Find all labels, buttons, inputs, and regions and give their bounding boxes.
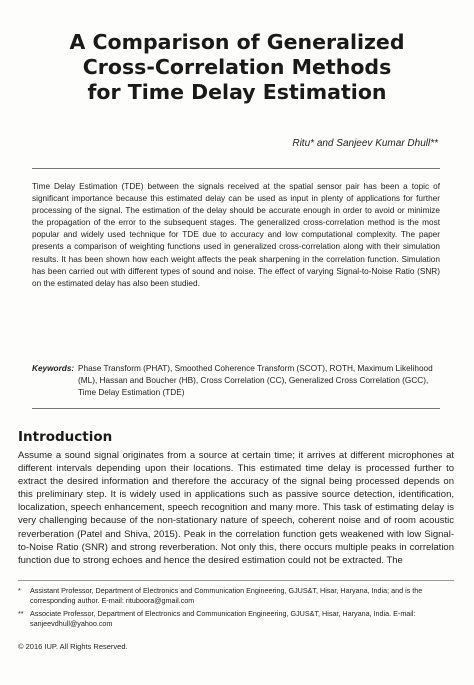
footnote-mark: ** [18, 609, 24, 618]
introduction-paragraph: Assume a sound signal originates from a source at certain time; it arrives at different microphones at different intervals depending upon their locations. This estimated time delay is processed further to extract the desired information and therefore the accuracy of the signal being processed depends on this preliminary step. It is widely used in applications such as passive source detection, identification, localization, speech enhancement, speech recognition and many more. This task of estimating delay is very challenging because of the non-stationary nature of speech, coherent noise and of room acoustic reverberation (Patel and Shiva, 2015). Peak in the correlation function gets weakened with low Signal-to-Noise Ratio (SNR) and strong reverberation. Not only this, there occurs multiple peaks in correlation function due to strong echoes and hence the desired estimation could not be extracted. The [18, 450, 454, 566]
title-line-2: Cross-Correlation Methods [82, 55, 392, 79]
footnote-text: Assistant Professor, Department of Electronics and Communication Engineering, GJUS&T, Hisar, Haryana, India; and is the corresponding author. E-mail: rituboora@gmail.com [30, 586, 423, 606]
paper-title [0, 30, 474, 105]
keywords-list: Phase Transform (PHAT), Smoothed Coherence Transform (SCOT), ROTH, Maximum Likelihood (ML), Hassan and Boucher (HB), Cross Correlation (CC), Generalized Cross Correlation (GCC), Time Delay Estimation (TDE) [78, 364, 433, 397]
abstract-top-rule [32, 168, 440, 169]
abstract-text: Time Delay Estimation (TDE) between the signals received at the spatial sensor pair has been a topic of significant importance because this estimated delay can be used as input in plenty of applications for further processing of the signal. The estimation of the delay should be accurate enough in order to avoid or minimize the propagation of the error to the subsequent stages. The generalized cross-correlation method is the most popular and widely used technique for TDE due to accuracy and low computational complexity. The paper presents a comparison of weighting functions used in generalized cross-correlation along with their simulation results. It has been shown how each weight affects the peak sharpening in the correlation function. Simulation has been carried out with different types of sound and noise. The effect of varying Signal-to-Noise Ratio (SNR) on the estimated delay has also been studied. [32, 182, 440, 288]
abstract-bottom-rule [32, 408, 440, 409]
footnote-mark: * [18, 586, 21, 595]
footnote-text: Associate Professor, Department of Electronics and Communication Engineering, GJUS&T, Hisar, Haryana, India. E-mail: sanjeevdhull@yahoo.com [30, 609, 416, 629]
copyright-notice: © 2016 IUP. All Rights Reserved. [18, 642, 128, 651]
author-line: Ritu* and Sanjeev Kumar Dhull** [292, 138, 438, 149]
keywords-label: Keywords: [32, 364, 75, 373]
title-line-3: for Time Delay Estimation [87, 80, 387, 104]
footnote-rule [18, 580, 454, 581]
section-heading-introduction: Introduction [18, 429, 113, 445]
title-line-1: A Comparison of Generalized [69, 30, 405, 54]
